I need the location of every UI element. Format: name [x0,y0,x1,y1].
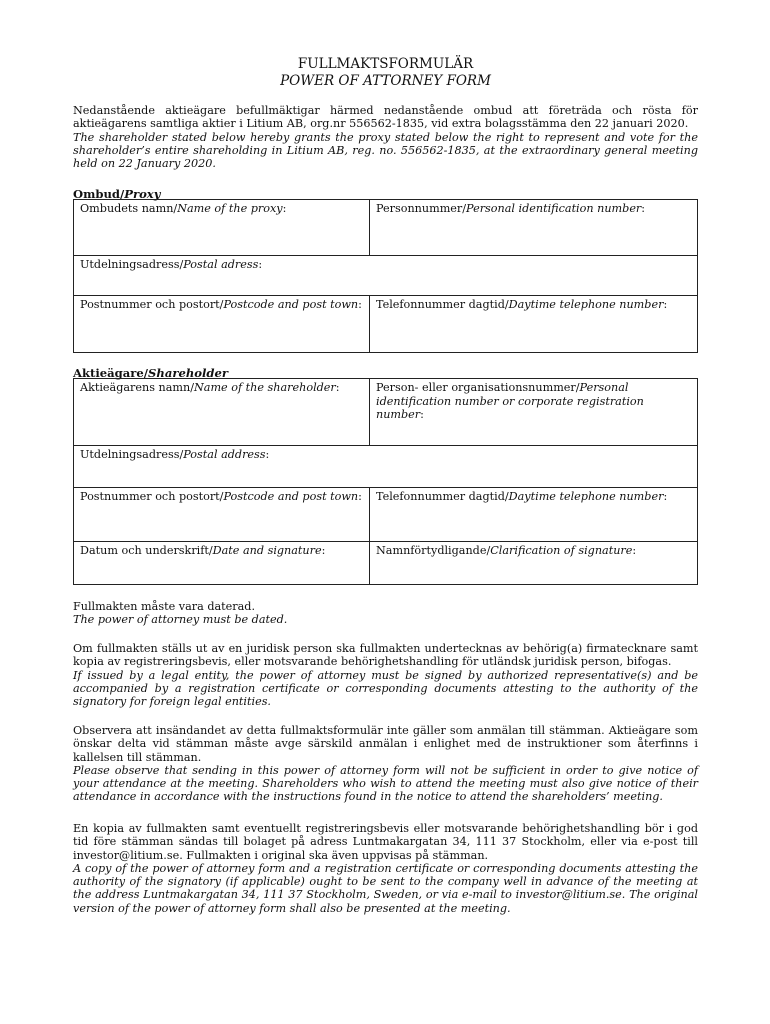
proxy-name-field[interactable]: Ombudets namn/Name of the proxy: [74,200,370,256]
note-dated: Fullmakten måste vara daterad. The power of attorney must be dated. [73,600,288,627]
shareholder-pin-field[interactable]: Person- eller organisationsnummer/Personal identification number or corporate registration number: [370,379,698,446]
shareholder-name-field[interactable]: Aktieägarens namn/Name of the shareholder: [74,379,370,446]
proxy-phone-field[interactable]: Telefonnummer dagtid/Daytime telephone number: [370,296,698,353]
proxy-address-field[interactable]: Utdelningsadress/Postal adress: [74,256,698,296]
intro-english: The shareholder stated below hereby grants the proxy stated below the right to represent and vote for the shareholder’s entire shareholding in Litium AB, reg. no. 556562-1835, at the extraordinary general meeting held on 22 January 2020. [73,130,698,171]
proxy-heading: Ombud/Proxy [73,187,161,201]
form-title-swedish: FULLMAKTSFORMULÄR [297,56,474,72]
clarification-field[interactable]: Namnförtydligande/Clarification of signature: [370,542,698,585]
note-observe: Observera att insändandet av detta fullmaktsformulär inte gäller som anmälan till stämman. Aktieägare som önskar delta vid stämman måste avge särskild anmälan i enlighet med de instruktioner som återfinns i kallelsen till stämman. Please observe that sending in this power of attorney form will not be sufficient in order to give notice of your attendance at the meeting. Shareholders who wish to attend the meeting must also give notice of their attendance in accordance with the instructions found in the notice to attend the shareholders’ meeting. [73,724,698,804]
shareholder-heading: Aktieägare/Shareholder [73,366,228,380]
intro-paragraph [73,104,698,170]
form-title-english: POWER OF ATTORNEY FORM [280,73,491,89]
proxy-table [73,199,698,353]
shareholder-address-field[interactable]: Utdelningsadress/Postal address: [74,446,698,488]
intro-swedish: Nedanstående aktieägare befullmäktigar härmed nedanstående ombud att företräda och rösta för aktieägarens samtliga aktier i Litium AB, org.nr 556562-1835, vid extra bolagsstämma den 22 januari 2020. [73,104,698,131]
date-signature-field[interactable]: Datum och underskrift/Date and signature: [74,542,370,585]
proxy-pin-field[interactable]: Personnummer/Personal identification number: [370,200,698,256]
note-copy: En kopia av fullmakten samt eventuellt registreringsbevis eller motsvarande behörighetshandling bör i god tid före stämman sändas till bolaget på adress Luntmakargatan 34, 111 37 Stockholm, eller via e-post till investor@litium.se. Fullmakten i original ska även uppvisas på stämman. A copy of the power of attorney form and a registration certificate or corresponding documents attesting the authority of the signatory (if applicable) ought to be sent to the company well in advance of the meeting at the address Luntmakargatan 34, 111 37 Stockholm, Sweden, or via e-mail to investor@litium.se. The original version of the power of attorney form shall also be presented at the meeting. [73,822,698,915]
proxy-postcode-field[interactable]: Postnummer och postort/Postcode and post town: [74,296,370,353]
shareholder-table [73,378,698,585]
shareholder-phone-field[interactable]: Telefonnummer dagtid/Daytime telephone number: [370,488,698,542]
shareholder-postcode-field[interactable]: Postnummer och postort/Postcode and post town: [74,488,370,542]
note-legal-entity: Om fullmakten ställs ut av en juridisk person ska fullmakten undertecknas av behörig(a) firmatecknare samt kopia av registreringsbevis, eller motsvarande behörighetshandling för utländsk juridisk person, bifogas. If issued by a legal entity, the power of attorney must be signed by authorized representative(s) and be accompanied by a registration certificate or corresponding documents attesting to the authority of the signatory for foreign legal entities. [73,642,698,709]
